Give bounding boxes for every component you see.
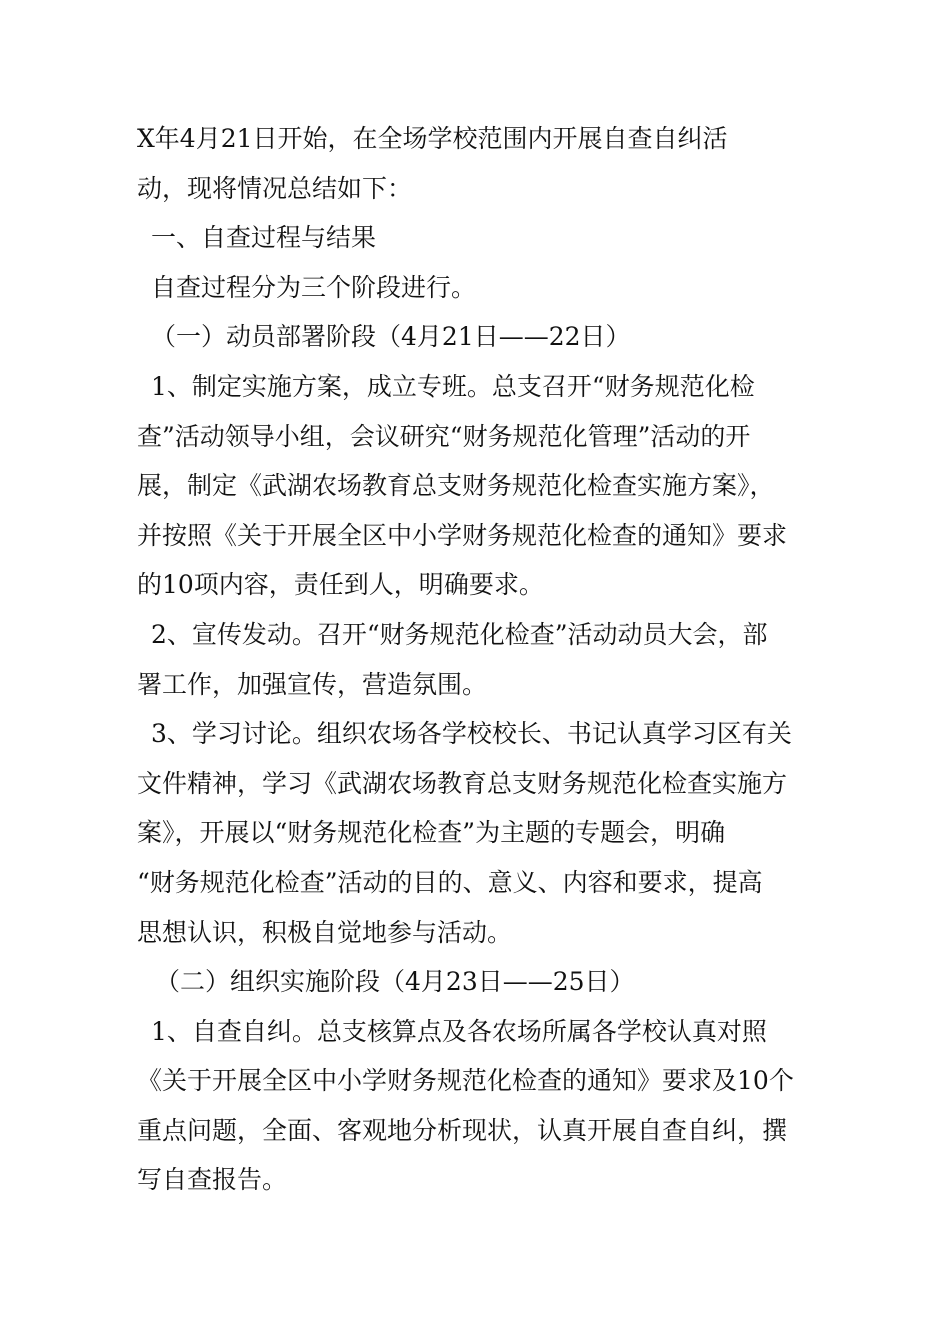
paragraph-line: 3、学习讨论。组织农场各学校校长、书记认真学习区有关 xyxy=(151,719,792,749)
paragraph-line: 展，制定《武湖农场教育总支财务规范化检查实施方案》， xyxy=(137,471,775,501)
paragraph-line: 《关于开展全区中小学财务规范化检查的通知》要求及10个 xyxy=(137,1066,794,1096)
paragraph-line: “财务规范化检查”活动的目的、意义、内容和要求，提高 xyxy=(137,867,763,897)
paragraph-line: 重点问题，全面、客观地分析现状，认真开展自查自纠，撰 xyxy=(137,1115,788,1145)
paragraph-line: 的10项内容，责任到人，明确要求。 xyxy=(137,570,544,600)
paragraph-line: 署工作，加强宣传，营造氛围。 xyxy=(137,669,488,699)
paragraph-line: 1、制定实施方案，成立专班。总支召开“财务规范化检 xyxy=(151,371,755,401)
subsection-heading: （一）动员部署阶段（4月21日——22日） xyxy=(151,322,631,352)
paragraph-line: 写自查报告。 xyxy=(137,1165,288,1195)
paragraph-line: 2、宣传发动。召开“财务规范化检查”活动动员大会，部 xyxy=(151,619,768,649)
section-heading: 一、自查过程与结果 xyxy=(151,223,377,253)
paragraph-line: 自查过程分为三个阶段进行。 xyxy=(151,272,477,302)
paragraph-line: 动，现将情况总结如下： xyxy=(137,173,413,203)
paragraph-line: 文件精神，学习《武湖农场教育总支财务规范化检查实施方 xyxy=(137,768,788,798)
paragraph-line: X年4月21日开始，在全场学校范围内开展自查自纠活 xyxy=(137,124,728,153)
paragraph-line: 案》，开展以“财务规范化检查”为主题的专题会，明确 xyxy=(137,818,726,848)
subsection-heading: （二）组织实施阶段（4月23日——25日） xyxy=(155,967,635,997)
paragraph-line: 查”活动领导小组，会议研究“财务规范化管理”活动的开 xyxy=(137,421,751,451)
document-body xyxy=(137,114,817,1205)
paragraph-line: 1、自查自纠。总支核算点及各农场所属各学校认真对照 xyxy=(151,1016,767,1046)
paragraph-line: 并按照《关于开展全区中小学财务规范化检查的通知》要求 xyxy=(137,520,788,550)
paragraph-line: 思想认识，积极自觉地参与活动。 xyxy=(137,917,513,947)
